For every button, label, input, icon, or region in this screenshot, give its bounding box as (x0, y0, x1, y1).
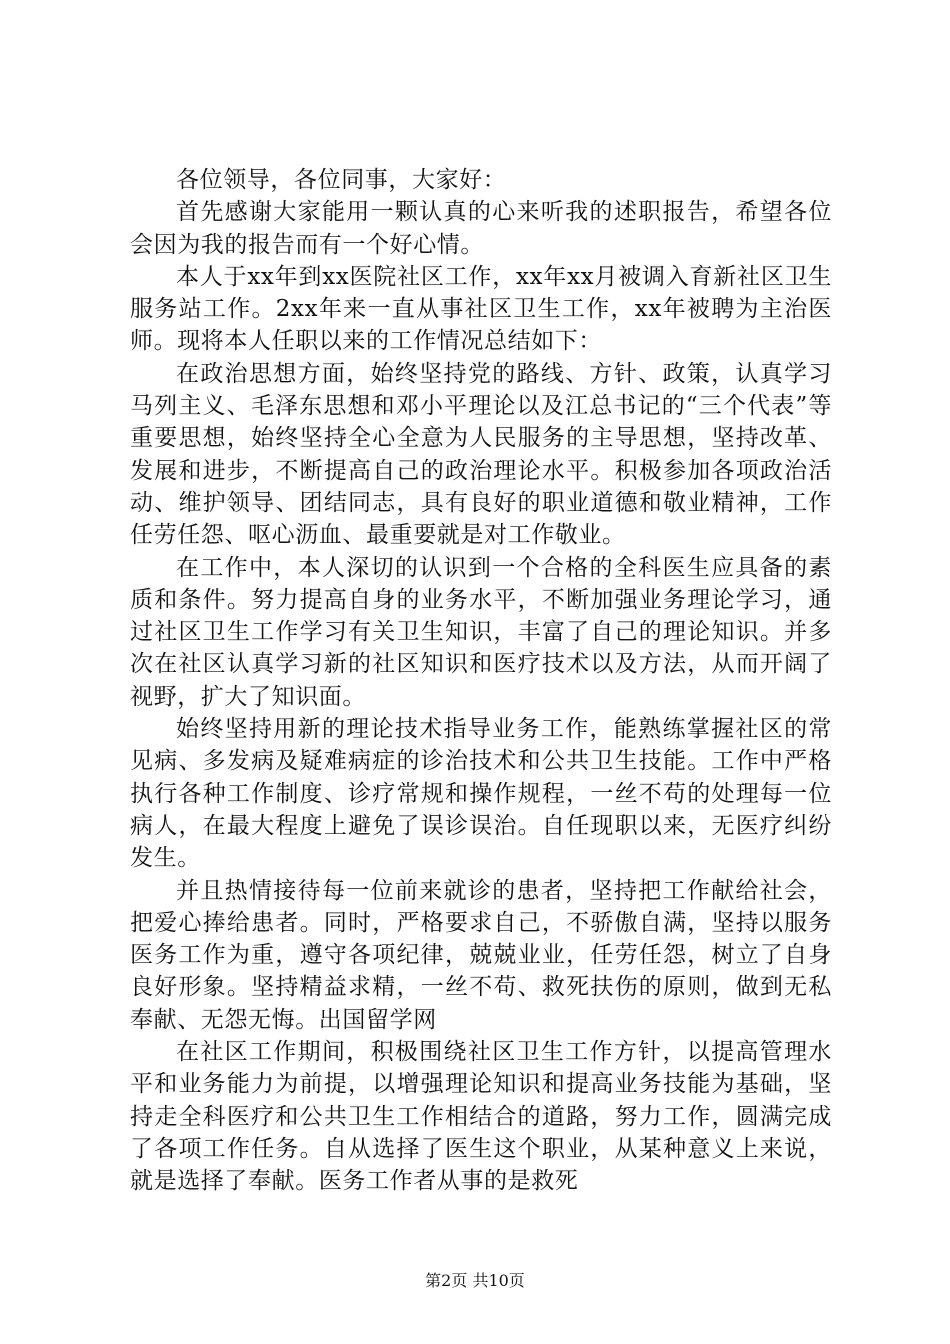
body-paragraph: 始终坚持用新的理论技术指导业务工作，能熟练掌握社区的常见病、多发病及疑难病症的诊治技术和公共卫生技能。工作中严格执行各种工作制度、诊疗常规和操作规程，一丝不苟的处理每一位病人，在最大程度上避免了误诊误治。自任现职以来，无医疗纠纷发生。 (130, 716, 832, 872)
greeting-paragraph: 各位领导，各位同事，大家好： (176, 167, 507, 193)
document-body (130, 164, 832, 1198)
page-number-footer: 第2页 共10页 (425, 1271, 525, 1290)
body-paragraph: 在社区工作期间，积极围绕社区卫生工作方针，以提高管理水平和业务能力为前提，以增强理论知识和提高业务技能为基础，坚持走全科医疗和公共卫生工作相结合的道路，努力工作，圆满完成了各项工作任务。自从选择了医生这个职业，从某种意义上来说，就是选择了奉献。医务工作者从事的是救死 (130, 1039, 832, 1195)
body-paragraph: 在政治思想方面，始终坚持党的路线、方针、政策，认真学习马列主义、毛泽东思想和邓小平理论以及江总书记的“三个代表”等重要思想，始终坚持全心全意为人民服务的主导思想，坚持改革、发展和进步，不断提高自己的政治理论水平。积极参加各项政治活动、维护领导、团结同志，具有良好的职业道德和敬业精神，工作任劳任怨、呕心沥血、最重要就是对工作敬业。 (130, 360, 832, 549)
body-paragraph: 首先感谢大家能用一颗认真的心来听我的述职报告，希望各位会因为我的报告而有一个好心情。 (130, 199, 832, 258)
body-paragraph: 在工作中，本人深切的认识到一个合格的全科医生应具备的素质和条件。努力提高自身的业务水平，不断加强业务理论学习，通过社区卫生工作学习有关卫生知识，丰富了自己的理论知识。并多次在社区认真学习新的社区知识和医疗技术以及方法，从而开阔了视野，扩大了知识面。 (130, 554, 832, 710)
body-paragraph: 并且热情接待每一位前来就诊的患者，坚持把工作献给社会，把爱心捧给患者。同时，严格要求自己，不骄傲自满，坚持以服务医务工作为重，遵守各项纪律，兢兢业业，任劳任怨，树立了自身良好形象。坚持精益求精，一丝不苟、救死扶伤的原则，做到无私奉献、无怨无悔。出国留学网 (130, 877, 832, 1033)
body-paragraph: 本人于xx年到xx医院社区工作，xx年xx月被调入育新社区卫生服务站工作。2xx年来一直从事社区卫生工作，xx年被聘为主治医师。现将本人任职以来的工作情况总结如下： (130, 263, 832, 355)
